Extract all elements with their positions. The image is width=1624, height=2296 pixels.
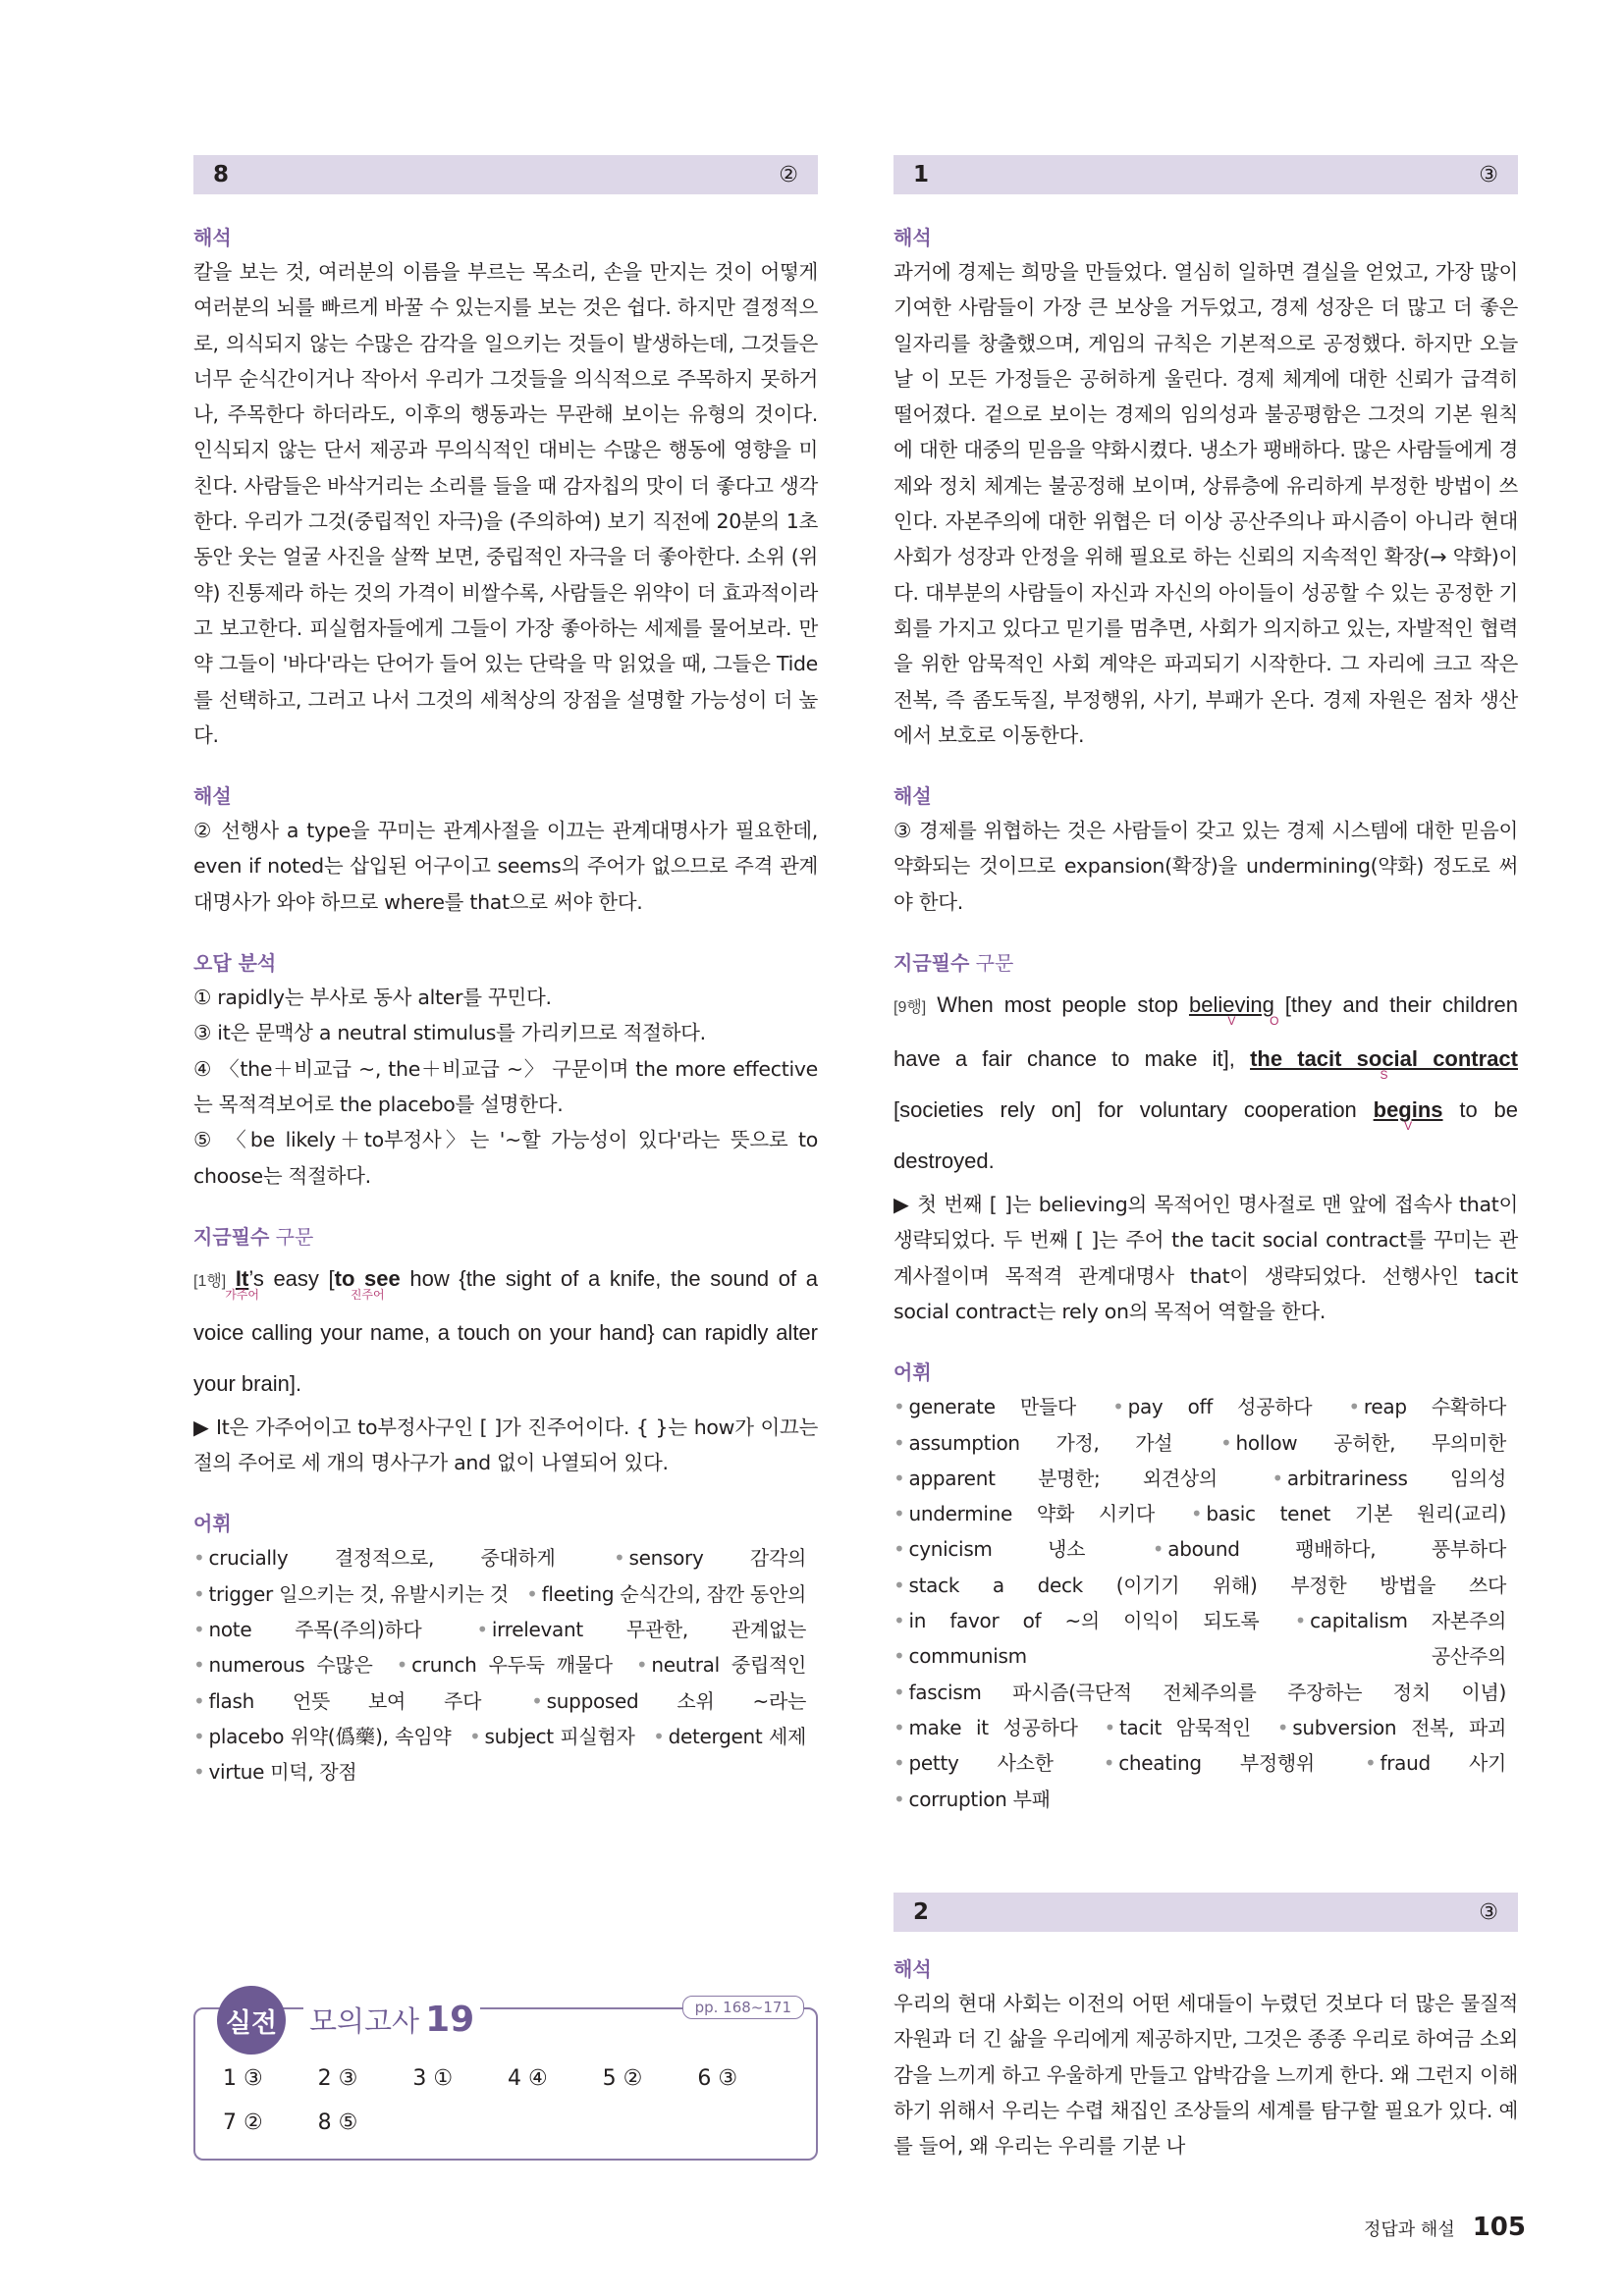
question-header-2 bbox=[893, 1893, 1518, 1932]
explanation-heading: 해설 bbox=[193, 784, 232, 809]
answer-item: 6 ③ bbox=[697, 2066, 738, 2091]
syntax-note: ▶ It은 가주어이고 to부정사구인 [ ]가 진주어이다. { }는 how가 이끄는 절의 주어로 세 개의 명사구가 and 없이 나열되어 있다. bbox=[193, 1415, 818, 1475]
left-column bbox=[193, 155, 818, 1790]
wrong-item-3: ③ it은 문맥상 a neutral stimulus를 가리키므로 적절하다. bbox=[193, 1021, 706, 1045]
question-answer: ③ bbox=[1479, 162, 1498, 187]
question-header-1 bbox=[893, 155, 1518, 194]
dummy-subject: It bbox=[235, 1265, 249, 1291]
answer-key-title: 모의고사 19 bbox=[303, 2000, 480, 2040]
answer-item: 3 ① bbox=[412, 2066, 454, 2091]
question-answer: ③ bbox=[1479, 1899, 1498, 1925]
explanation-text: ③ 경제를 위협하는 것은 사람들이 갖고 있는 경제 시스템에 대한 믿음이 약화되는 것이므로 expansion(확장)을 undermining(약화) 정도로 써야 한다. bbox=[893, 819, 1518, 914]
translation-heading: 해석 bbox=[893, 1957, 932, 1981]
page-footer bbox=[1364, 2213, 1526, 2242]
answer-item: 1 ③ bbox=[223, 2066, 263, 2091]
translation-text: 우리의 현대 사회는 이전의 어떤 세대들이 누렸던 것보다 더 많은 물질적 자원과 더 긴 삶을 우리에게 제공하지만, 그것은 종종 우리로 하여금 소외감을 느끼게 하고 우울하게 만들고 압박감을 느끼게 한다. 왜 그런지 이해하기 위해서 우리는 수렵 채집인 조상들의 세계를 탐구할 필요가 있다. 예를 들어, 왜 우리는 우리를 기분 나 bbox=[893, 1992, 1518, 2159]
line-tag: [9행] bbox=[893, 999, 927, 1017]
answer-item: 2 ③ bbox=[317, 2066, 358, 2091]
answer-item: 5 ② bbox=[602, 2066, 643, 2091]
answer-item: 8 ⑤ bbox=[317, 2110, 358, 2135]
question-number: 1 bbox=[913, 162, 930, 187]
vocab-list: • crucially 결정적으로, 중대하게 • sensory 감각의 • trigger 일으키는 것, 유발시키는 것 • fleeting 순식간의, 잠깐 동안의 • note 주목(주의)하다 • irrelevant 무관한, 관계없는 • numerous 수많은 • crunch 우두둑 깨물다 • neutral 중립적인 • flash 언뜻 보여 주다 • supposed 소위 ~라는 • placebo 위약(僞藥), 속임약 • subject 피실험자 • detergent 세제 • virtue 미덕, 장점 bbox=[193, 1546, 807, 1785]
object-tag: O bbox=[1270, 1014, 1279, 1029]
syntax-note: ▶ 첫 번째 [ ]는 believing의 목적어인 명사절로 맨 앞에 접속사 that이 생략되었다. 두 번째 [ ]는 주어 the tacit social contract를 꾸미는 관계사절이며 목적격 관계대명사 that이 생략되었다. 선행사인 tacit social contract는 rely on의 목적어 역할을 한다. bbox=[893, 1193, 1518, 1323]
vocab-heading: 어휘 bbox=[893, 1361, 932, 1385]
syntax-sentence: [9행] When most people stop believing V [they and their children have a fair chance to make it], O the tacit social contract S [societies rely on] for voluntary cooperation begins V to be destroyed. bbox=[893, 992, 1519, 1174]
syntax-heading: 지금필수 구문 bbox=[893, 951, 1014, 976]
translation-heading: 해석 bbox=[193, 226, 232, 249]
wrong-item-4: ④ 〈the＋비교급 ~, the＋비교급 ~〉 구문이며 the more effective는 목적격보어로 the placebo를 설명한다. bbox=[193, 1056, 818, 1116]
real-subject: to see bbox=[334, 1265, 401, 1291]
vocab-heading: 어휘 bbox=[193, 1512, 232, 1536]
verb-believing: believing bbox=[1188, 992, 1274, 1018]
answer-key-pages: pp. 168~171 bbox=[682, 1996, 804, 2019]
right-column bbox=[893, 155, 1518, 1817]
answer-item: 7 ② bbox=[223, 2110, 263, 2135]
vocab-list: • generate 만들다 • pay off 성공하다 • reap 수확하다 • assumption 가정, 가설 • hollow 공허한, 무의미한 • apparent 분명한; 외견상의 • arbitrariness 임의성 • undermine 약화 시키다 • basic tenet 기본 원리(교리) • cynicism 냉소 • abound 팽배하다, 풍부하다 • stack a deck (이기기 위해) 부정한 방법을 쓰다 • in favor of ~의 이익이 되도록 • capitalism 자본주의 • communism 공산주의 • fascism 파시즘(극단적 전체주의를 주장하는 정치 이념) • make it 성공하다 • tacit 암묵적인 • subversion 전복, 파괴 • petty 사소한 • cheating 부정행위 • fraud 사기 • corruption 부패 bbox=[893, 1395, 1507, 1811]
real-subject-tag: 진주어 bbox=[350, 1287, 385, 1302]
syntax-sentence: [1행] It 가주어 ’s easy [to see 진주어 how {the sight of a knife, the sound of a voice calling your name, a touch on your hand} can rapidly alter your brain]. bbox=[193, 1265, 818, 1396]
page-number: 105 bbox=[1472, 2213, 1526, 2242]
question-2-section bbox=[893, 1893, 1518, 2163]
translation-heading: 해석 bbox=[893, 226, 932, 249]
explanation-text: ② 선행사 a type을 꾸미는 관계사절을 이끄는 관계대명사가 필요한데, even if noted는 삽입된 어구이고 seems의 주어가 없으므로 주격 관계대명사가 와야 하므로 where를 that으로 써야 한다. bbox=[193, 819, 818, 914]
translation-text: 칼을 보는 것, 여러분의 이름을 부르는 목소리, 손을 만지는 것이 어떻게 여러분의 뇌를 빠르게 바꿀 수 있는지를 보는 것은 쉽다. 하지만 결정적으로, 의식되지 않는 수많은 감각을 일으키는 것들이 발생하는데, 그것들은 너무 순식간이거나 작아서 우리가 그것들을 의식적으로 주목하지 못하거나, 주목한다 하더라도, 이후의 행동과는 무관해 보이는 유형의 것이다. 인식되지 않는 단서 제공과 무의식적인 대비는 수많은 행동에 영향을 미친다. 사람들은 바삭거리는 소리를 들을 때 감자칩의 맛이 더 좋다고 생각한다. 우리가 그것(중립적인 자극)을 (주의하여) 보기 직전에 20분의 1초 동안 웃는 얼굴 사진을 살짝 보면, 중립적인 자극을 더 좋아한다. 소위 (위약) 진통제라 하는 것의 가격이 비쌀수록, 사람들은 위약이 더 효과적이라고 보고한다. 피실험자들에게 그들이 가장 좋아하는 세제를 물어보라. 만약 그들이 '바다'라는 단어가 들어 있는 단락을 막 읽었을 때, 그들은 Tide를 선택하고, 그러고 나서 그것의 세척상의 장점을 설명할 가능성이 더 높다. bbox=[193, 260, 818, 747]
wrong-analysis-heading: 오답 분석 bbox=[193, 951, 277, 976]
wrong-item-1: ① rapidly는 부사로 동사 alter를 꾸민다. bbox=[193, 986, 552, 1010]
dummy-subject-tag: 가주어 bbox=[225, 1287, 259, 1302]
answer-key-box bbox=[193, 1999, 818, 2161]
question-number: 2 bbox=[913, 1899, 930, 1925]
line-tag: [1행] bbox=[193, 1272, 227, 1290]
question-header-8 bbox=[193, 155, 818, 194]
question-number: 8 bbox=[213, 162, 230, 187]
translation-text: 과거에 경제는 희망을 만들었다. 열심히 일하면 결실을 얻었고, 가장 많이 기여한 사람들이 가장 큰 보상을 거두었고, 경제 성장은 더 많고 더 좋은 일자리를 창출했으며, 게임의 규칙은 기본적으로 공정했다. 하지만 오늘날 이 모든 가정들은 공허하게 울린다. 경제 체계에 대한 신뢰가 급격히 떨어졌다. 겉으로 보이는 경제의 임의성과 불공평함은 그것의 기본 원칙에 대한 대중의 믿음을 약화시켰다. 냉소가 팽배하다. 많은 사람들에게 경제와 정치 체계는 불공정해 보이며, 상류층에 유리하게 부정한 방법이 쓰인다. 자본주의에 대한 위협은 더 이상 공산주의나 파시즘이 아니라 현대 사회가 성장과 안정을 위해 필요로 하는 신뢰의 지속적인 확장(→ 약화)이다. 대부분의 사람들이 자신과 자신의 아이들이 성공할 수 있는 공정한 기회를 가지고 있다고 믿기를 멈추면, 사회가 의지하고 있는, 자발적인 협력을 위한 암묵적인 사회 계약은 파괴되기 시작한다. 그 자리에 크고 작은 전복, 즉 좀도둑질, 부정행위, 사기, 부패가 온다. 경제 자원은 점차 생산에서 보호로 이동한다. bbox=[893, 260, 1518, 747]
verb-tag-2: V bbox=[1404, 1119, 1413, 1134]
answer-key-badge: 실전 bbox=[217, 1986, 286, 2055]
wrong-item-5: ⑤ 〈be likely＋to부정사〉는 '~할 가능성이 있다'라는 뜻으로 to choose는 적절하다. bbox=[193, 1128, 818, 1188]
answer-key-grid bbox=[223, 2066, 792, 2135]
footer-label: 정답과 해설 bbox=[1364, 2219, 1455, 2240]
question-answer: ② bbox=[779, 162, 798, 187]
subject-tacit-contract: the tacit social contract bbox=[1250, 1046, 1518, 1072]
explanation-heading: 해설 bbox=[893, 784, 932, 809]
verb-begins: begins bbox=[1373, 1097, 1443, 1123]
answer-item: 4 ④ bbox=[507, 2066, 548, 2091]
verb-tag: V bbox=[1227, 1014, 1236, 1029]
syntax-heading: 지금필수 구문 bbox=[193, 1224, 314, 1249]
subject-tag: S bbox=[1380, 1068, 1388, 1083]
